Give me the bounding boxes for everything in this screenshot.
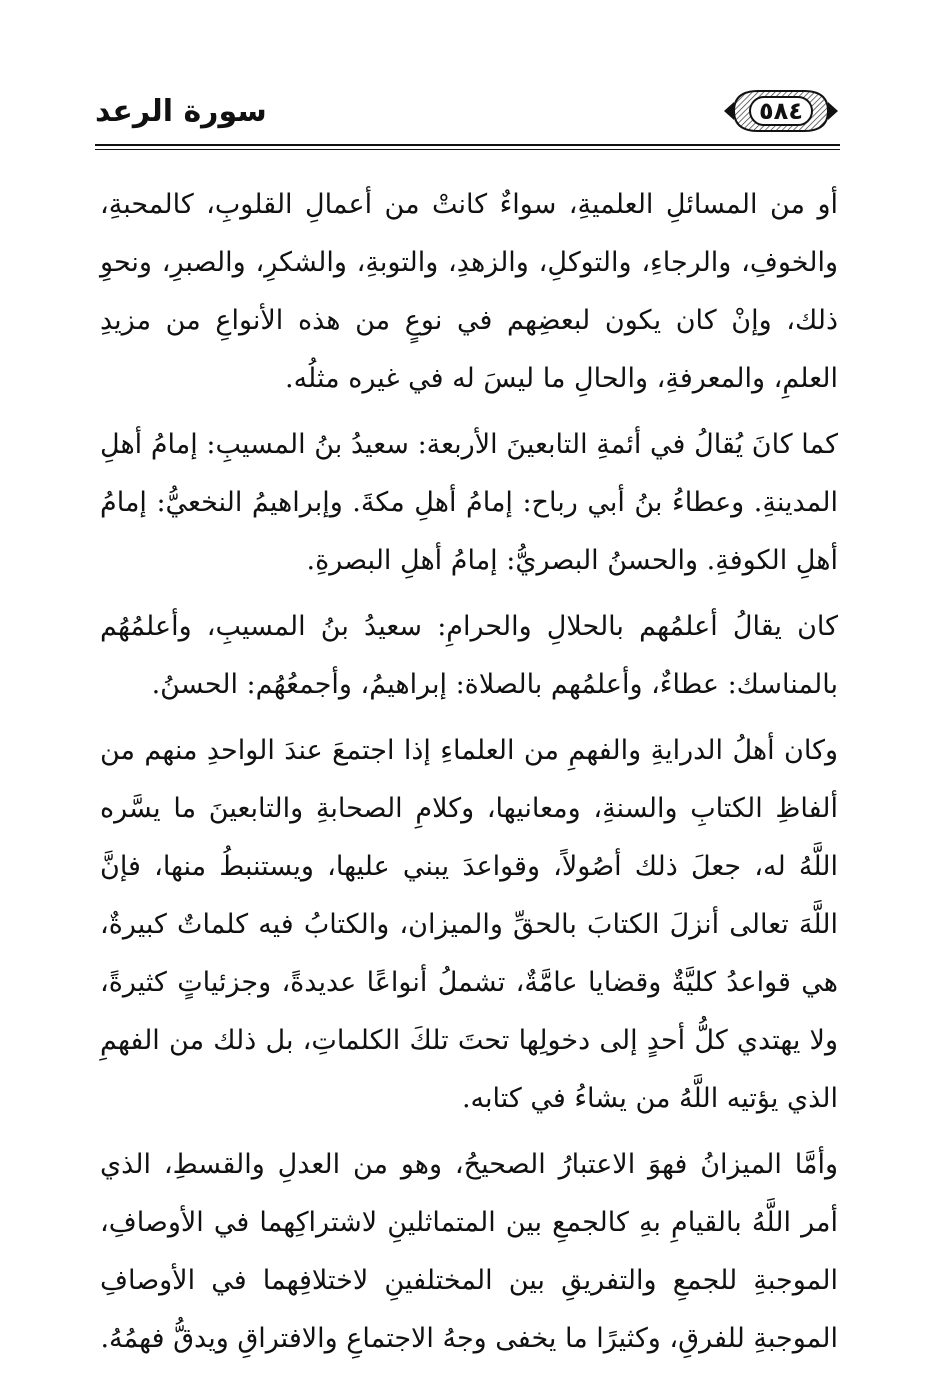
header-rule-thin <box>95 149 840 150</box>
paragraph: كان يقالُ أعلمُهم بالحلالِ والحرامِ: سعيدُ بنُ المسيبِ، وأعلمُهُم بالمناسك: عطاءٌ، وأعلمُهم بالصلاة: إبراهيمُ، وأجمعُهُم: الحسنُ. <box>100 611 838 700</box>
page-number: ٥٨٤ <box>759 97 803 125</box>
paragraph: وكان أهلُ الدرايةِ والفهمِ من العلماءِ إذا اجتمعَ عندَ الواحدِ منهم من ألفاظِ الكتابِ والسنةِ، ومعانيها، وكلامِ الصحابةِ والتابعينَ ما يسَّره اللَّهُ له، جعلَ ذلك أصُولاً، وقواعدَ يبني عليها، ويستنبطُ منها، فإنَّ اللَّهَ تعالى أنزلَ الكتابَ بالحقِّ والميزان، والكتابُ فيه كلماتٌ كبيرةٌ، هي قواعدُ كليَّةٌ وقضايا عامَّةٌ، تشملُ أنواعًا عديدةً، وجزئياتٍ كثيرةً، ولا يهتدي كلُّ أحدٍ إلى دخولِها تحتَ تلكَ الكلماتِ، بل ذلك من الفهمِ الذي يؤتيه اللَّهُ من يشاءُ في كتابه. <box>100 735 838 1114</box>
paragraph: كما كانَ يُقالُ في أئمةِ التابعينَ الأربعة: سعيدُ بنُ المسيبِ: إمامُ أهلِ المدينةِ. وعطاءُ بنُ أبي رباح: إمامُ أهلِ مكةَ. وإبراهيمُ النخعيُّ: إمامُ أهلِ الكوفةِ. والحسنُ البصريُّ: إمامُ أهلِ البصرةِ. <box>100 429 838 576</box>
header-rule <box>95 144 840 146</box>
page-number-badge <box>722 88 840 134</box>
page-header <box>95 86 840 150</box>
paragraph: وأمَّا الميزانُ فهوَ الاعتبارُ الصحيحُ، وهو من العدلِ والقسطِ، الذي أمر اللَّهُ بالقيامِ بهِ كالجمعِ بين المتماثلينِ لاشتراكِهما في الأوصافِ، الموجبةِ للجمعِ والتفريقِ بين المختلفينِ لاختلافِهما في الأوصافِ الموجبةِ للفرقِ، وكثيرًا ما يخفى وجهُ الاجتماعِ والافتراقِ ويدقُّ فهمُهُ. <box>100 1149 838 1354</box>
surah-title: سورة الرعد <box>95 94 267 129</box>
paragraph: أو من المسائلِ العلميةِ، سواءٌ كانتْ من أعمالِ القلوبِ، كالمحبةِ، والخوفِ، والرجاءِ، والتوكلِ، والزهدِ، والتوبةِ، والشكرِ، والصبرِ، ونحوِ ذلك، وإنْ كان يكون لبعضِهم في نوعٍ من هذه الأنواعِ من مزيدِ العلمِ، والمعرفةِ، والحالِ ما ليسَ له في غيره مثلُه. <box>100 189 838 394</box>
page-body <box>100 176 838 1368</box>
